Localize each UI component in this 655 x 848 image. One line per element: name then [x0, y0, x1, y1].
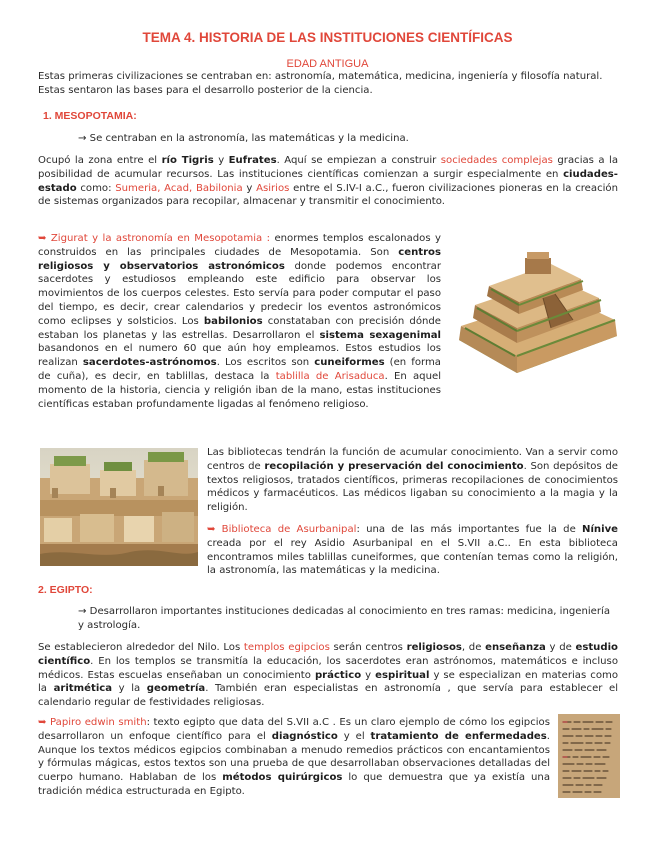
section-heading-mesopotamia: 1. MESOPOTAMIA:	[43, 110, 137, 122]
page-title: TEMA 4. HISTORIA DE LAS INSTITUCIONES CIENTÍFICAS	[142, 30, 513, 45]
intro-paragraph: Estas primeras civilizaciones se centraban en: astronomía, matemática, medicina, ingeniería y filosofía natural. Estas sentaron las bases para el desarrollo posterior de la ciencia.	[38, 71, 603, 96]
papyrus-image	[558, 714, 620, 798]
ziggurat-paragraph: ➥ Zigurat y la astronomía en Mesopotamia : enormes templos escalonados y construidos en las principales ciudades de Mesopotamia. Son centros religiosos y observatorios astronómicos donde podemos encontrar sacerdotes y estudiosos empleando este edificio para observar los movimientos de los cuerpos celestes. Esto servía para poder computar el paso del tiempo, es decir, crear calendarios y predecir los eventos astronómicos como eclipses y solsticios. Los babilonios constataban con precisión dónde estaban los planetas y las estrellas. Desarrollaron el sistema sexagenimal basandonos en el numero 60 que aún hoy empleamos. Estos estudios los realizan sacerdotes-astrónomos. Los escritos son cuneiformes (en forma de cuña), es decir, en tablillas, destaca la tablilla de Arisaduca. En aquel momento de la historia, ciencia y religión iban de la mano, estas instituciones científicas estaban profundamente ligadas al fenómeno religioso.	[38, 233, 442, 410]
papiro-paragraph: ➥ Papiro edwin smith: texto egipto que data del S.VII a.C . Es un claro ejemplo de cómo los egipcios desarrollaron un enfoque científico para el diagnóstico y el tratamiento de enfermedades. Aunque los textos médicos egipcios combinaban a menudo remedios prácticos con encantamientos y fórmulas mágicas, estos textos son una prueba de que desarrollaban observaciones detalladas del cuerpo humano. Hablaban de los métodos quirúrgicos lo que demuestra que ya existía una tradición médica estructurada en Egipto.	[38, 717, 550, 797]
egipto-focus: → Desarrollaron importantes instituciones dedicadas al conocimiento en tres ramas: medicina, ingeniería y astrología.	[78, 606, 611, 631]
section-heading-egipto: 2. EGIPTO:	[38, 584, 93, 596]
asurbanipal-paragraph: ➥ Biblioteca de Asurbanipal: una de las más importantes fue la de Nínive creada por el rey Asidio Asurbanipal en el S.VII a.C.. En esta biblioteca encontramos miles tablillas cuneiformes, que contenían temas como la religión, la astronomía, las matemáticas y la medicina.	[207, 524, 618, 577]
mesopotamia-focus: → Se centraban en la astronomía, las matemáticas y la medicina.	[78, 133, 409, 144]
mesopotamia-paragraph: Ocupó la zona entre el río Tigris y Eufrates. Aquí se empiezan a construir sociedades complejas gracias a la posibilidad de acumular recursos. Las instituciones científicas comienzan a surgir especialmente en ciudades-estado como: Sumeria, Acad, Babilonia y Asirios entre el S.IV-I a.C., fueron civilizaciones pioneras en la creación de sistemas organizados para recopilar, almacenar y transmitir el conocimiento.	[38, 155, 619, 208]
page-subtitle: EDAD ANTIGUA	[286, 58, 369, 70]
libraries-paragraph: Las bibliotecas tendrán la función de acumular conocimiento. Van a servir como centros de recopilación y preservación del conocimiento. Son depósitos de textos religiosos, tratados científicos, primeras recopilaciones de conocimientos médicos y farmacéuticos. Las médicos ligaban su conocimiento a la magia y la religión.	[207, 447, 619, 514]
ziggurat-image	[455, 248, 620, 378]
babylon-city-image	[40, 448, 198, 566]
egipto-paragraph: Se establecieron alrededor del Nilo. Los templos egipcios serán centros religiosos, de enseñanza y de estudio científico. En los templos se transmitía la educación, los sacerdotes eran astrónomos, matemáticos e incluso médicos. Estas escuelas enseñaban un conocimiento práctico y espiritual y se especializan en materias como la aritmética y la geometría. También eran especialistas en astronomía , que servía para establecer el calendario regular de festividades religiosas.	[38, 642, 619, 709]
